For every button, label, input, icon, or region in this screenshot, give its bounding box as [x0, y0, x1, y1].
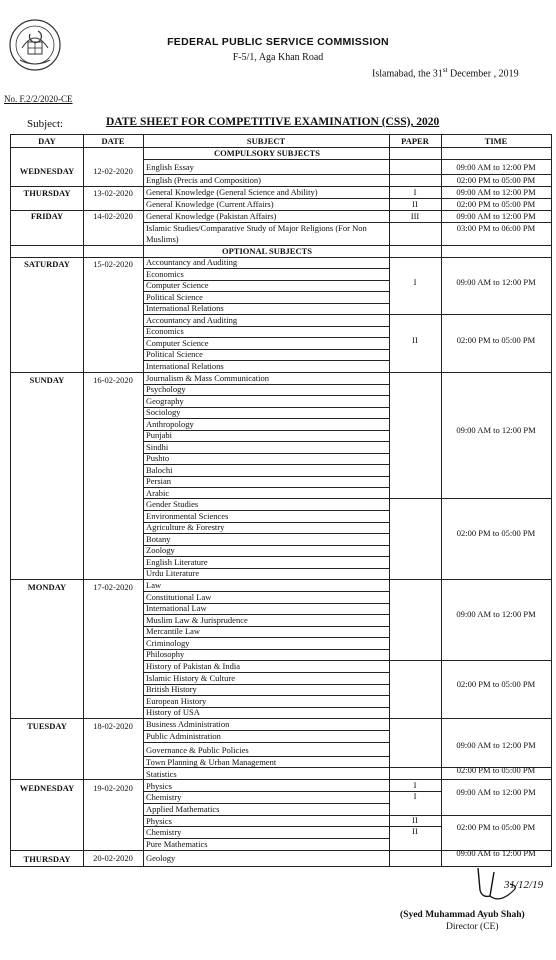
time-cell: 02:00 PM to 05:00 PM [456, 679, 536, 689]
subject-item: Physics [146, 816, 172, 826]
paper-cell: II [412, 335, 418, 345]
subject-item: Islamic History & Culture [146, 673, 236, 683]
paper-cell: II [412, 826, 418, 836]
subject-item: Governance & Public Policies [146, 745, 249, 755]
subject-item: Political Science [146, 292, 203, 302]
time-cell: 09:00 AM to 12:00 PM [456, 740, 536, 750]
subject-item: Philosophy [146, 649, 185, 659]
subject-item: Sociology [146, 407, 181, 417]
column-header-date: DATE [101, 136, 125, 146]
subject-islamic-studies: Islamic Studies/Comparative Study of Major Religions (For Non Muslims) [146, 223, 367, 244]
organization-address: F-5/1, Aga Khan Road [232, 52, 324, 63]
handwritten-signature [470, 860, 550, 906]
subject-item: Agriculture & Forestry [146, 522, 225, 532]
paper-cell: I [413, 791, 417, 801]
subject-item: Computer Science [146, 338, 209, 348]
section-header-optional: OPTIONAL SUBJECTS [222, 246, 312, 256]
day-thursday: THURSDAY [23, 854, 71, 864]
time-cell: 09:00 AM to 12:00 PM [456, 787, 536, 797]
subject-item: Arabic [146, 488, 170, 498]
subject-item: Sindhi [146, 442, 169, 452]
date-cell: 20-02-2020 [93, 853, 133, 863]
subject-item: Political Science [146, 349, 203, 359]
subject-item: International Relations [146, 361, 224, 371]
date-cell: 14-02-2020 [93, 211, 133, 221]
date-cell: 18-02-2020 [93, 721, 133, 731]
day-wednesday: WEDNESDAY [19, 166, 75, 176]
subject-english-essay: English Essay [146, 162, 194, 172]
subject-item: English Literature [146, 557, 208, 567]
subject-item: History of Pakistan & India [146, 661, 240, 671]
date-cell: 15-02-2020 [93, 259, 133, 269]
paper-cell: I [413, 187, 417, 197]
time-cell: 03:00 PM to 06:00 PM [456, 223, 536, 233]
reference-number: No. F.2/2/2020-CE [4, 94, 73, 104]
column-header-paper: PAPER [401, 136, 429, 146]
subject-item: Constitutional Law [146, 592, 212, 602]
date-cell: 13-02-2020 [93, 188, 133, 198]
day-friday: FRIDAY [30, 211, 64, 221]
subject-item: Applied Mathematics [146, 804, 220, 814]
subject-item: Criminology [146, 638, 190, 648]
subject-item: Anthropology [146, 419, 194, 429]
subject-item: Psychology [146, 384, 186, 394]
day-saturday: SATURDAY [24, 259, 70, 269]
subject-item: Zoology [146, 545, 175, 555]
subject-gk-current-affairs: General Knowledge (Current Affairs) [146, 199, 274, 209]
subject-item: Law [146, 580, 162, 590]
time-cell: 09:00 AM to 12:00 PM [456, 609, 536, 619]
time-cell: 09:00 AM to 12:00 PM [456, 425, 536, 435]
subject-item: History of USA [146, 707, 200, 717]
subject-item: Physics [146, 781, 172, 791]
time-cell: 09:00 AM to 12:00 PM [456, 162, 536, 172]
column-header-subject: SUBJECT [246, 136, 286, 146]
subject-item: Botany [146, 534, 171, 544]
time-cell: 09:00 AM to 12:00 PM [456, 848, 536, 858]
paper-cell: II [412, 199, 418, 209]
paper-cell: III [410, 211, 420, 221]
column-header-day: DAY [38, 136, 56, 146]
place-date-suffix: December , 2019 [447, 68, 519, 80]
time-cell: 09:00 AM to 12:00 PM [456, 277, 536, 287]
subject-item: Pushto [146, 453, 170, 463]
subject-item: Gender Studies [146, 499, 199, 509]
time-cell: 02:00 PM to 05:00 PM [456, 822, 536, 832]
subject-item: Economics [146, 269, 184, 279]
day-sunday: SUNDAY [29, 375, 65, 385]
subject-item: British History [146, 684, 197, 694]
row-divider [143, 159, 551, 160]
subject-item: Computer Science [146, 280, 209, 290]
day-thursday: THURSDAY [23, 188, 71, 198]
row-divider [11, 779, 551, 780]
subject-item: Geography [146, 396, 184, 406]
subject-item: Town Planning & Urban Management [146, 757, 277, 767]
date-cell: 17-02-2020 [93, 582, 133, 592]
subject-item: Persian [146, 476, 172, 486]
time-cell: 09:00 AM to 12:00 PM [456, 187, 536, 197]
subject-item: International Relations [146, 303, 224, 313]
paper-cell: I [413, 277, 417, 287]
subject-item: Economics [146, 326, 184, 336]
organization-name: FEDERAL PUBLIC SERVICE COMMISSION [167, 36, 389, 48]
column-header-time: TIME [484, 136, 508, 146]
subject-item: Environmental Sciences [146, 511, 229, 521]
signatory-name: (Syed Muhammad Ayub Shah) [400, 910, 525, 920]
subject-item: Chemistry [146, 827, 182, 837]
subject-item: Pure Mathematics [146, 839, 208, 849]
place-date-ordinal: st [442, 66, 448, 74]
subject-item: Balochi [146, 465, 173, 475]
subject-item: Accountancy and Auditing [146, 315, 238, 325]
day-monday: MONDAY [27, 582, 67, 592]
place-date-prefix: Islamabad, the 31 [372, 68, 443, 80]
subject-item: Muslim Law & Jurisprudence [146, 615, 248, 625]
subject-label: Subject: [27, 118, 64, 130]
date-cell: 16-02-2020 [93, 375, 133, 385]
subject-item: Business Administration [146, 719, 230, 729]
time-cell: 02:00 PM to 05:00 PM [456, 335, 536, 345]
time-cell: 09:00 AM to 12:00 PM [456, 211, 536, 221]
subject-item: Geology [146, 853, 176, 863]
paper-cell: I [413, 780, 417, 790]
subject-item: Journalism & Mass Communication [146, 373, 270, 383]
document-title: DATE SHEET FOR COMPETITIVE EXAMINATION (CSS), 2020 [106, 116, 440, 128]
signatory-designation: Director (CE) [446, 922, 499, 932]
subject-item: Mercantile Law [146, 626, 201, 636]
date-cell: 19-02-2020 [93, 783, 133, 793]
time-cell: 02:00 PM to 05:00 PM [456, 528, 536, 538]
date-cell: 12-02-2020 [93, 166, 133, 176]
subject-gk-general-science: General Knowledge (General Science and Ability) [146, 187, 318, 197]
signature-date: 31/12/19 [504, 879, 544, 891]
subject-item: Statistics [146, 769, 177, 779]
subject-item: Urdu Literature [146, 568, 200, 578]
subject-gk-pakistan-affairs: General Knowledge (Pakistan Affairs) [146, 211, 277, 221]
paper-cell: II [412, 815, 418, 825]
subject-item: International Law [146, 603, 207, 613]
day-tuesday: TUESDAY [27, 721, 67, 731]
section-header-compulsory: COMPULSORY SUBJECTS [214, 148, 320, 158]
time-cell: 02:00 PM to 05:00 PM [456, 175, 536, 185]
subject-item: Chemistry [146, 792, 182, 802]
subject-item: European History [146, 696, 207, 706]
subject-item: Accountancy and Auditing [146, 257, 238, 267]
time-cell: 02:00 PM to 05:00 PM [456, 199, 536, 209]
time-cell: 02:00 PM to 05:00 PM [456, 765, 536, 775]
row-divider [143, 742, 389, 743]
place-and-date [372, 66, 519, 79]
subject-item: Public Administration [146, 731, 221, 741]
day-wednesday: WEDNESDAY [19, 783, 75, 793]
subject-item: Punjabi [146, 430, 172, 440]
subject-english-precis: English (Precis and Composition) [146, 175, 261, 185]
date-sheet-table [10, 134, 552, 867]
